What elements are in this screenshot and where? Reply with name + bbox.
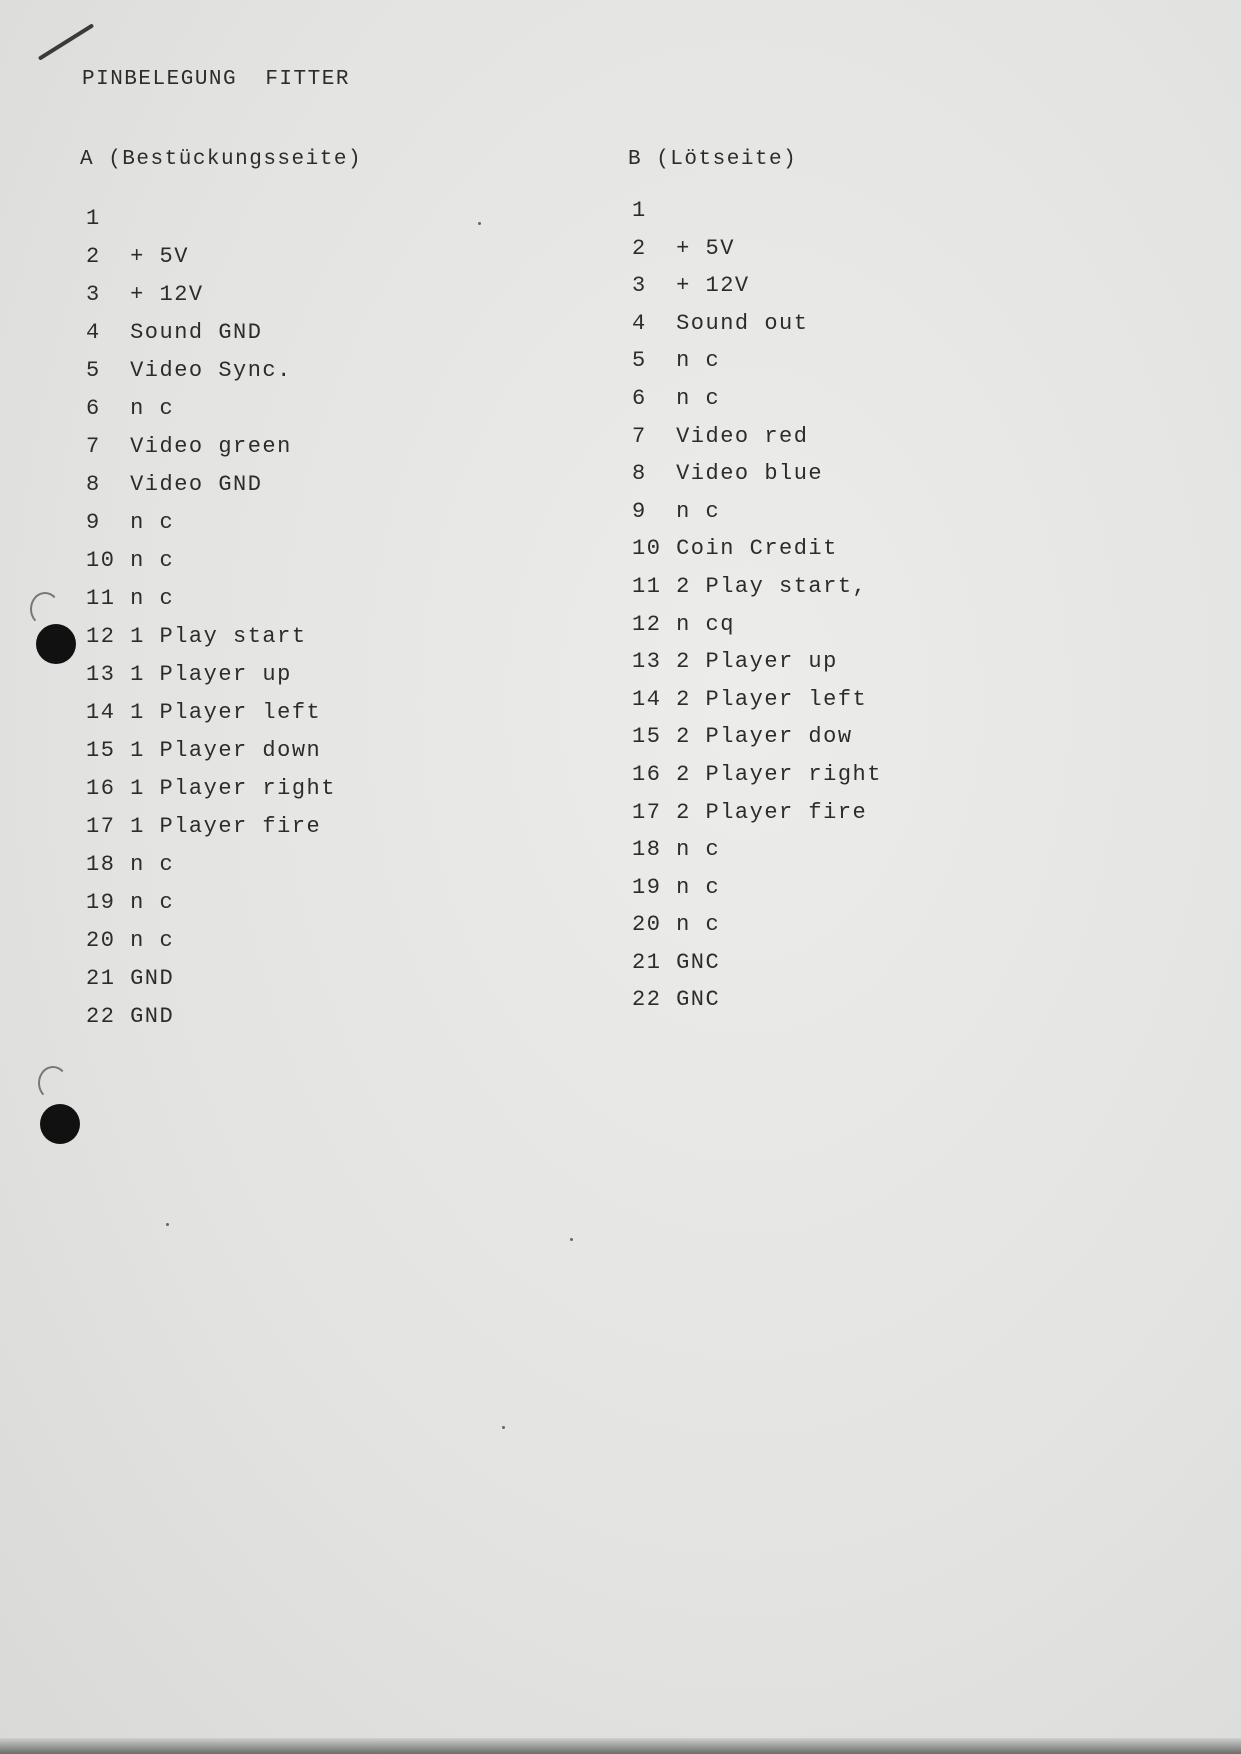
pin-row: 20 n c (632, 912, 721, 938)
pin-row: 22 GNC (632, 987, 721, 1013)
pin-row: 6 n c (632, 385, 721, 411)
pin-row: 15 2 Player dow (632, 724, 853, 750)
pin-row: 20 n c (86, 928, 175, 953)
pin-row: 19 n c (632, 874, 721, 900)
pin-row: 1 (632, 198, 647, 223)
pin-row: 21 GNC (632, 949, 721, 975)
pin-row: 15 1 Player down (86, 738, 322, 763)
pin-row: 14 1 Player left (86, 700, 322, 725)
pin-row: 19 n c (86, 890, 175, 915)
pin-row: 22 GND (86, 1004, 175, 1029)
pin-row: 18 n c (632, 837, 721, 863)
side-a-pin-list (86, 200, 336, 1036)
paper-speck (478, 222, 481, 225)
paper-speck (166, 1223, 169, 1226)
pin-row: 17 2 Player fire (632, 799, 868, 825)
document-title: PINBELEGUNG FITTER (82, 68, 350, 91)
pin-row: 7 Video green (86, 434, 292, 459)
pin-row: 2 + 5V (86, 244, 189, 269)
pin-row: 16 2 Player right (632, 761, 882, 787)
paper-speck (502, 1426, 505, 1429)
pin-row: 4 Sound out (632, 310, 809, 336)
pin-row: 6 n c (86, 396, 175, 421)
pin-row: 9 n c (632, 498, 721, 524)
pin-row: 5 Video Sync. (86, 358, 292, 383)
pin-row: 10 Coin Credit (632, 536, 838, 562)
pin-row: 16 1 Player right (86, 776, 336, 801)
pin-row: 14 2 Player left (632, 686, 868, 712)
pin-row: 7 Video red (632, 423, 809, 449)
side-a-heading: A (Bestückungsseite) (80, 148, 363, 171)
pin-row: 3 + 12V (632, 273, 750, 299)
punch-hole (36, 624, 76, 664)
pin-row: 13 1 Player up (86, 662, 292, 687)
punch-hole-ring (30, 592, 60, 626)
pin-row: 3 + 12V (86, 282, 204, 307)
pin-row: 1 (86, 206, 101, 231)
pin-row: 21 GND (86, 966, 175, 991)
pin-row: 8 Video GND (86, 472, 263, 497)
pin-row: 17 1 Player fire (86, 814, 322, 839)
pin-row: 9 n c (86, 510, 175, 535)
side-b-pin-list (632, 192, 882, 1019)
pin-row: 12 1 Play start (86, 624, 307, 649)
pin-row: 4 Sound GND (86, 320, 263, 345)
pin-row: 5 n c (632, 348, 721, 374)
scan-bottom-edge (0, 1738, 1241, 1754)
pin-row: 11 n c (86, 586, 175, 611)
punch-hole (40, 1104, 80, 1144)
punch-hole-ring (38, 1066, 68, 1100)
side-b-heading: B (Lötseite) (628, 148, 798, 171)
pin-row: 11 2 Play start, (632, 573, 868, 599)
pin-row: 8 Video blue (632, 461, 824, 487)
pin-row: 12 n cq (632, 611, 735, 637)
pin-row: 10 n c (86, 548, 175, 573)
paper-speck (570, 1238, 573, 1241)
pin-row: 18 n c (86, 852, 175, 877)
pin-row: 13 2 Player up (632, 649, 838, 675)
pin-row: 2 + 5V (632, 235, 735, 261)
